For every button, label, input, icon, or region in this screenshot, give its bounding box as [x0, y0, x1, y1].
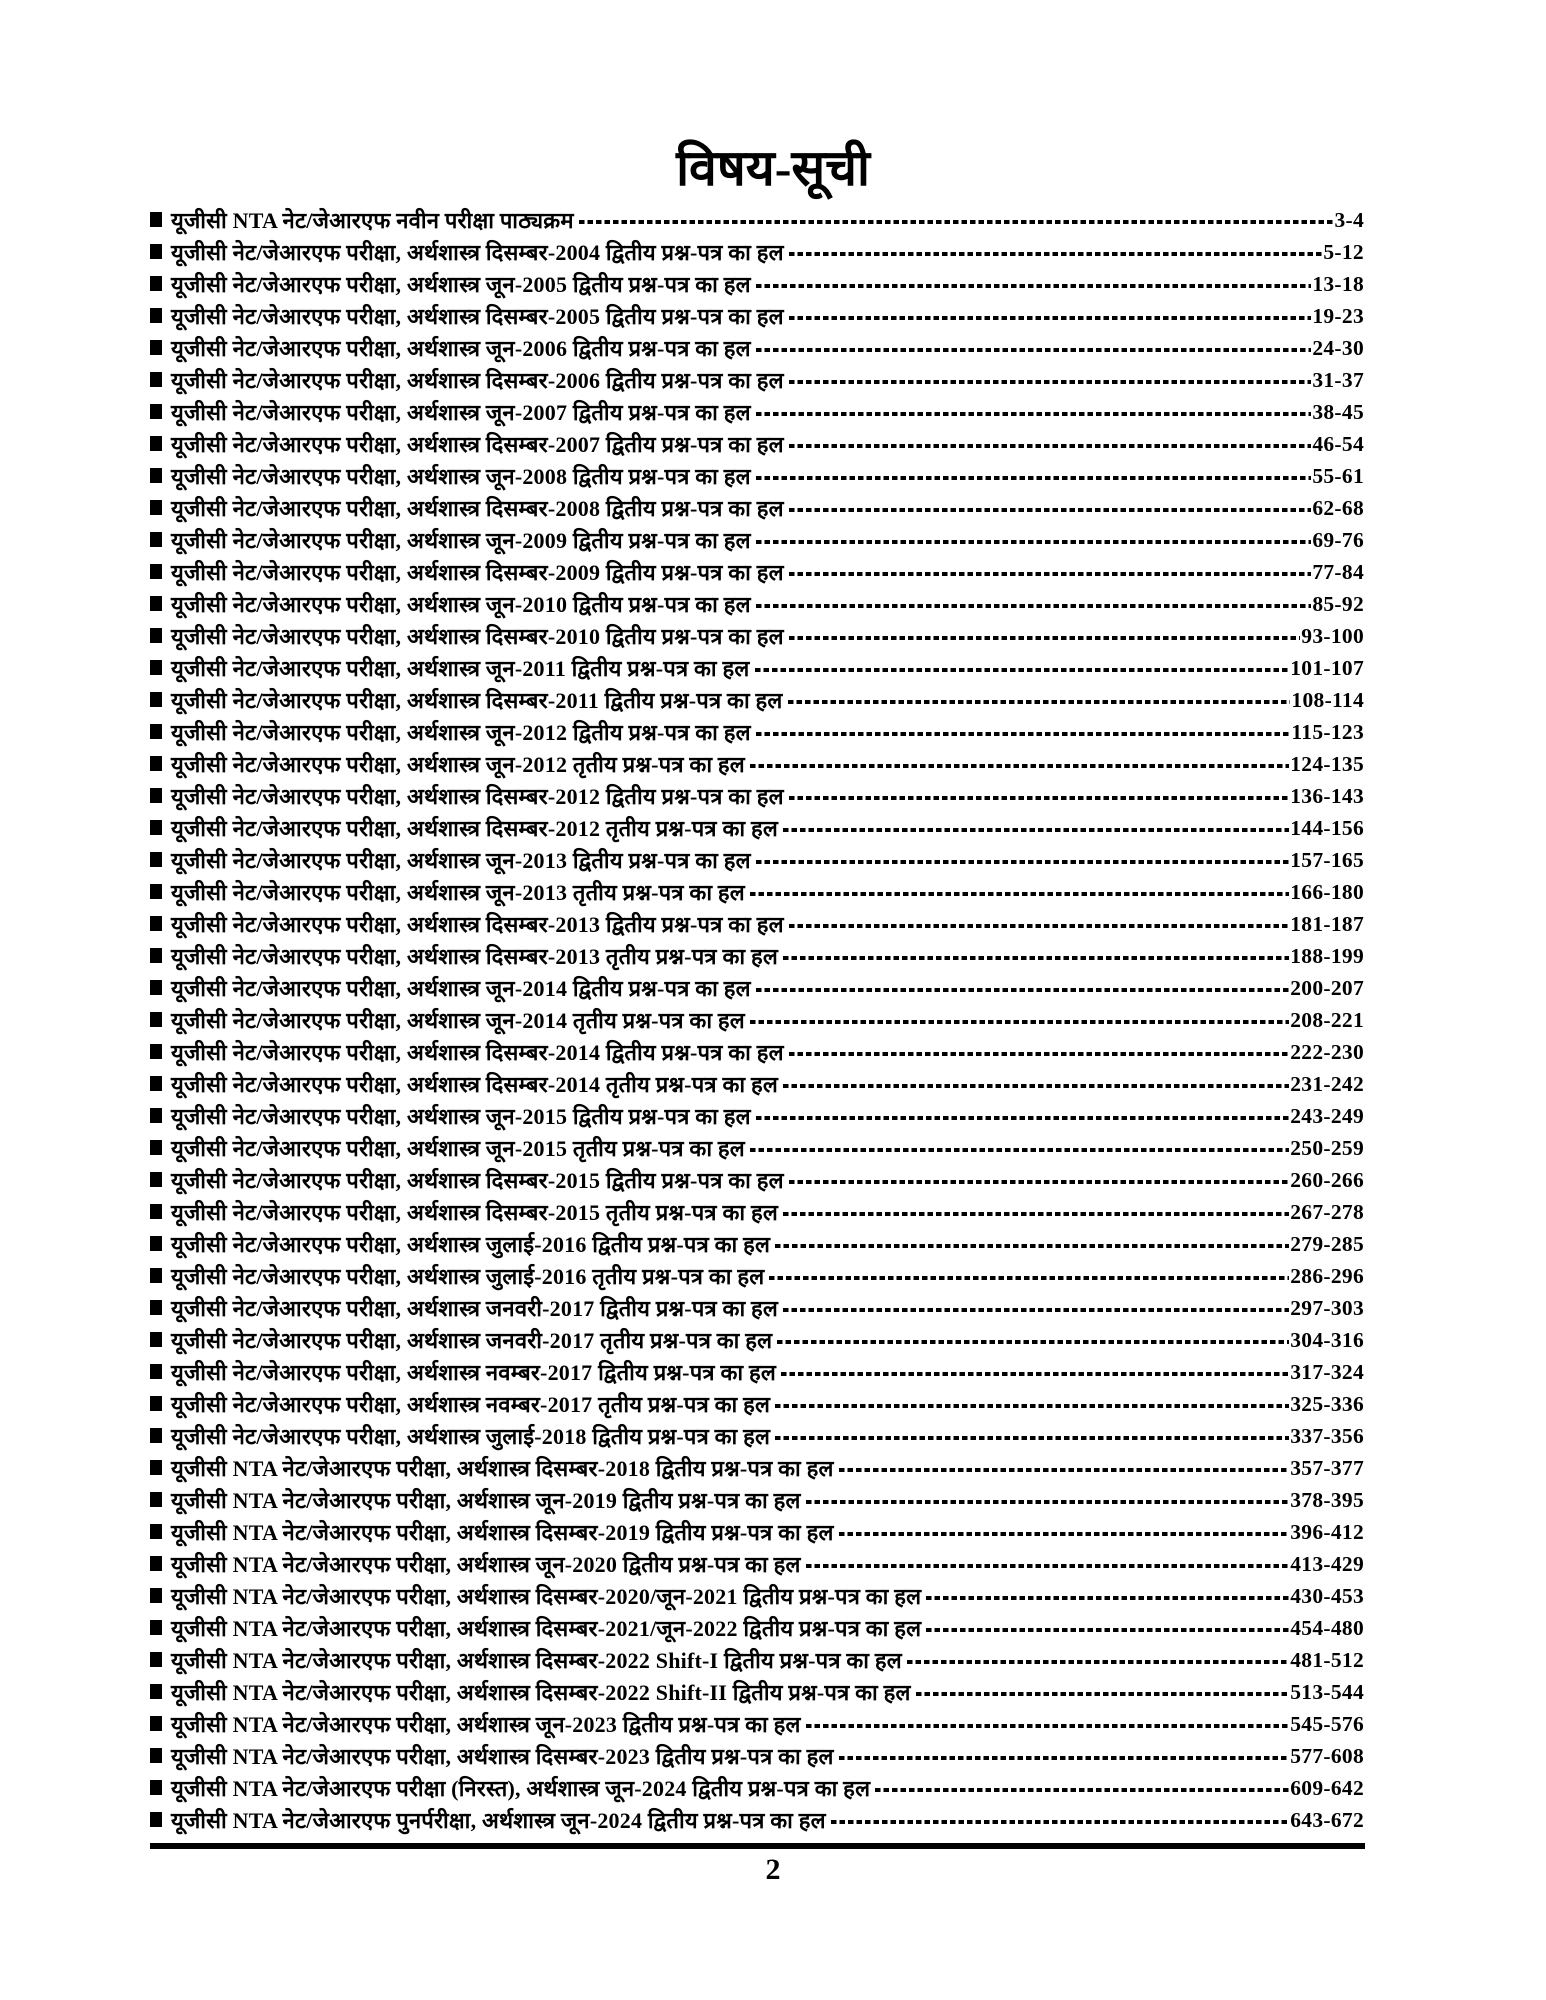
toc-entry-pages: 181-187: [1290, 911, 1364, 936]
bullet-square-icon: [150, 788, 162, 803]
bullet-square-icon: [150, 500, 162, 515]
toc-entry: [150, 1228, 1364, 1260]
toc-entry-label: यूजीसी NTA नेट/जेआरएफ परीक्षा, अर्थशास्त्र जून-2020 द्वितीय प्रश्न-पत्र का हल: [171, 1552, 801, 1577]
dash-leader: [839, 1756, 1290, 1760]
bullet-square-icon: [150, 372, 162, 387]
toc-entry-label: यूजीसी NTA नेट/जेआरएफ परीक्षा, अर्थशास्त्र दिसम्बर-2022 Shift-II द्वितीय प्रश्न-पत्र का हल: [171, 1680, 911, 1705]
toc-entry-label: यूजीसी NTA नेट/जेआरएफ परीक्षा, अर्थशास्त्र जून-2023 द्वितीय प्रश्न-पत्र का हल: [171, 1712, 801, 1737]
bullet-square-icon: [150, 1620, 162, 1635]
toc-entry: [150, 652, 1364, 684]
bullet-square-icon: [150, 948, 162, 963]
toc-entry: [150, 1708, 1364, 1740]
toc-entry-label: यूजीसी NTA नेट/जेआरएफ परीक्षा, अर्थशास्त्र दिसम्बर-2018 द्वितीय प्रश्न-पत्र का हल: [171, 1456, 834, 1481]
dash-leader: [839, 1468, 1290, 1472]
bullet-square-icon: [150, 1460, 162, 1475]
dash-leader: [775, 1244, 1289, 1248]
toc-entry: [150, 428, 1364, 460]
toc-entry-label: यूजीसी नेट/जेआरएफ परीक्षा, अर्थशास्त्र जून-2008 द्वितीय प्रश्न-पत्र का हल: [171, 464, 751, 489]
dash-leader: [806, 1564, 1290, 1568]
toc-entry-label: यूजीसी नेट/जेआरएफ परीक्षा, अर्थशास्त्र दिसम्बर-2014 तृतीय प्रश्न-पत्र का हल: [171, 1072, 778, 1097]
dash-leader: [756, 732, 1291, 736]
toc-entry: [150, 812, 1364, 844]
bullet-square-icon: [150, 1012, 162, 1027]
toc-entry-label: यूजीसी नेट/जेआरएफ परीक्षा, अर्थशास्त्र दिसम्बर-2009 द्वितीय प्रश्न-पत्र का हल: [171, 560, 784, 585]
bullet-square-icon: [150, 1396, 162, 1411]
toc-entry-label: यूजीसी नेट/जेआरएफ परीक्षा, अर्थशास्त्र जुलाई-2016 द्वितीय प्रश्न-पत्र का हल: [171, 1232, 771, 1257]
toc-entry-pages: 222-230: [1290, 1039, 1364, 1064]
toc-entry-pages: 297-303: [1290, 1295, 1364, 1320]
toc-entry-label: यूजीसी नेट/जेआरएफ परीक्षा, अर्थशास्त्र जून-2015 द्वितीय प्रश्न-पत्र का हल: [171, 1104, 751, 1129]
toc-entry-pages: 577-608: [1290, 1743, 1364, 1768]
toc-entry: [150, 204, 1364, 236]
toc-entry: [150, 780, 1364, 812]
bullet-square-icon: [150, 1716, 162, 1731]
bullet-square-icon: [150, 1300, 162, 1315]
bullet-square-icon: [150, 1812, 162, 1827]
toc-entry-pages: 19-23: [1312, 303, 1364, 328]
dash-leader: [831, 1820, 1290, 1824]
toc-entry-label: यूजीसी नेट/जेआरएफ परीक्षा, अर्थशास्त्र दिसम्बर-2004 द्वितीय प्रश्न-पत्र का हल: [171, 240, 784, 265]
bullet-square-icon: [150, 1588, 162, 1603]
toc-entry-pages: 136-143: [1290, 783, 1364, 808]
toc-entry: [150, 1644, 1364, 1676]
toc-entry-label: यूजीसी नेट/जेआरएफ परीक्षा, अर्थशास्त्र नवम्बर-2017 तृतीय प्रश्न-पत्र का हल: [171, 1392, 771, 1417]
toc-entry-label: यूजीसी नेट/जेआरएफ परीक्षा, अर्थशास्त्र दिसम्बर-2012 द्वितीय प्रश्न-पत्र का हल: [171, 784, 784, 809]
toc-entry-pages: 200-207: [1290, 975, 1364, 1000]
toc-entry-pages: 513-544: [1290, 1679, 1364, 1704]
dash-leader: [907, 1660, 1289, 1664]
bullet-square-icon: [150, 340, 162, 355]
toc-entry: [150, 1740, 1364, 1772]
toc-entry-label: यूजीसी नेट/जेआरएफ परीक्षा, अर्थशास्त्र जून-2009 द्वितीय प्रश्न-पत्र का हल: [171, 528, 751, 553]
toc-entry-label: यूजीसी नेट/जेआरएफ परीक्षा, अर्थशास्त्र जून-2013 द्वितीय प्रश्न-पत्र का हल: [171, 848, 751, 873]
toc-entry-label: यूजीसी नेट/जेआरएफ परीक्षा, अर्थशास्त्र दिसम्बर-2013 द्वितीय प्रश्न-पत्र का हल: [171, 912, 784, 937]
toc-entry: [150, 908, 1364, 940]
toc-entry: [150, 1772, 1364, 1804]
dash-leader: [781, 1372, 1289, 1376]
toc-entry-label: यूजीसी नेट/जेआरएफ परीक्षा, अर्थशास्त्र दिसम्बर-2013 तृतीय प्रश्न-पत्र का हल: [171, 944, 778, 969]
dash-leader: [806, 1724, 1290, 1728]
toc-entry: [150, 1676, 1364, 1708]
toc-entry-pages: 101-107: [1290, 655, 1364, 680]
dash-leader: [783, 1308, 1289, 1312]
toc-entry-pages: 454-480: [1290, 1615, 1364, 1640]
toc-entry-label: यूजीसी NTA नेट/जेआरएफ परीक्षा, अर्थशास्त्र दिसम्बर-2020/जून-2021 द्वितीय प्रश्न-पत्र का हल: [171, 1584, 922, 1609]
toc-entry: [150, 940, 1364, 972]
dash-leader: [750, 1148, 1289, 1152]
toc-entry-pages: 188-199: [1290, 943, 1364, 968]
toc-entry-label: यूजीसी नेट/जेआरएफ परीक्षा, अर्थशास्त्र दिसम्बर-2010 द्वितीय प्रश्न-पत्र का हल: [171, 624, 784, 649]
bullet-square-icon: [150, 532, 162, 547]
toc-entry: [150, 1100, 1364, 1132]
toc-entry-label: यूजीसी नेट/जेआरएफ परीक्षा, अर्थशास्त्र दिसम्बर-2005 द्वितीय प्रश्न-पत्र का हल: [171, 304, 784, 329]
toc-entry: [150, 620, 1364, 652]
toc-entry-label: यूजीसी NTA नेट/जेआरएफ पुनर्परीक्षा, अर्थशास्त्र जून-2024 द्वितीय प्रश्न-पत्र का हल: [171, 1808, 826, 1833]
toc-entry-pages: 24-30: [1312, 335, 1364, 360]
toc-entry: [150, 1420, 1364, 1452]
toc-entry-label: यूजीसी NTA नेट/जेआरएफ नवीन परीक्षा पाठ्यक्रम: [171, 208, 574, 233]
toc-entry-pages: 31-37: [1312, 367, 1364, 392]
toc-entry: [150, 1324, 1364, 1356]
toc-entry-label: यूजीसी NTA नेट/जेआरएफ परीक्षा (निरस्त), अर्थशास्त्र जून-2024 द्वितीय प्रश्न-पत्र का हल: [171, 1776, 871, 1801]
toc-entry-pages: 430-453: [1290, 1583, 1364, 1608]
toc-entry-label: यूजीसी नेट/जेआरएफ परीक्षा, अर्थशास्त्र दिसम्बर-2006 द्वितीय प्रश्न-पत्र का हल: [171, 368, 784, 393]
dash-leader: [769, 1276, 1289, 1280]
dash-leader: [926, 1628, 1289, 1632]
bullet-square-icon: [150, 916, 162, 931]
dash-leader: [926, 1596, 1289, 1600]
toc-entry-pages: 55-61: [1312, 463, 1364, 488]
bullet-square-icon: [150, 1524, 162, 1539]
toc-entry: [150, 844, 1364, 876]
toc-entry-pages: 13-18: [1312, 271, 1364, 296]
bullet-square-icon: [150, 1108, 162, 1123]
toc-entry-label: यूजीसी नेट/जेआरएफ परीक्षा, अर्थशास्त्र दिसम्बर-2008 द्वितीय प्रश्न-पत्र का हल: [171, 496, 784, 521]
toc-entry-pages: 93-100: [1301, 623, 1364, 648]
toc-entry-pages: 208-221: [1290, 1007, 1364, 1032]
toc-entry-label: यूजीसी नेट/जेआरएफ परीक्षा, अर्थशास्त्र जनवरी-2017 द्वितीय प्रश्न-पत्र का हल: [171, 1296, 779, 1321]
dash-leader: [783, 1084, 1289, 1088]
toc-entry: [150, 1804, 1364, 1836]
bullet-square-icon: [150, 1428, 162, 1443]
bullet-square-icon: [150, 628, 162, 643]
toc-entry-label: यूजीसी नेट/जेआरएफ परीक्षा, अर्थशास्त्र जून-2007 द्वितीय प्रश्न-पत्र का हल: [171, 400, 751, 425]
dash-leader: [789, 1180, 1289, 1184]
toc-entry-label: यूजीसी नेट/जेआरएफ परीक्षा, अर्थशास्त्र जून-2012 तृतीय प्रश्न-पत्र का हल: [171, 752, 745, 777]
toc-list: [0, 204, 1546, 1836]
dash-leader: [755, 668, 1290, 672]
dash-leader: [875, 1788, 1289, 1792]
toc-entry-label: यूजीसी नेट/जेआरएफ परीक्षा, अर्थशास्त्र जून-2013 तृतीय प्रश्न-पत्र का हल: [171, 880, 745, 905]
toc-entry: [150, 236, 1364, 268]
toc-entry: [150, 972, 1364, 1004]
toc-entry-pages: 643-672: [1290, 1807, 1364, 1832]
toc-entry: [150, 1068, 1364, 1100]
toc-entry: [150, 1164, 1364, 1196]
bullet-square-icon: [150, 1140, 162, 1155]
dash-leader: [775, 1436, 1289, 1440]
dash-leader: [756, 1116, 1290, 1120]
bullet-square-icon: [150, 596, 162, 611]
bullet-square-icon: [150, 724, 162, 739]
toc-entry-pages: 77-84: [1312, 559, 1364, 584]
toc-entry-pages: 357-377: [1290, 1455, 1364, 1480]
toc-entry-label: यूजीसी नेट/जेआरएफ परीक्षा, अर्थशास्त्र जून-2006 द्वितीय प्रश्न-पत्र का हल: [171, 336, 751, 361]
toc-entry: [150, 1484, 1364, 1516]
toc-entry-label: यूजीसी नेट/जेआरएफ परीक्षा, अर्थशास्त्र जून-2014 तृतीय प्रश्न-पत्र का हल: [171, 1008, 745, 1033]
dash-leader: [789, 796, 1289, 800]
toc-entry: [150, 300, 1364, 332]
bullet-square-icon: [150, 1268, 162, 1283]
toc-entry-pages: 286-296: [1290, 1263, 1364, 1288]
bullet-square-icon: [150, 1780, 162, 1795]
dash-leader: [783, 1212, 1289, 1216]
toc-entry-pages: 545-576: [1290, 1711, 1364, 1736]
toc-entry: [150, 1516, 1364, 1548]
dash-leader: [756, 540, 1312, 544]
bullet-square-icon: [150, 660, 162, 675]
toc-entry-label: यूजीसी नेट/जेआरएफ परीक्षा, अर्थशास्त्र जुलाई-2018 द्वितीय प्रश्न-पत्र का हल: [171, 1424, 771, 1449]
toc-entry-label: यूजीसी नेट/जेआरएफ परीक्षा, अर्थशास्त्र जुलाई-2016 तृतीय प्रश्न-पत्र का हल: [171, 1264, 765, 1289]
toc-entry: [150, 332, 1364, 364]
toc-entry: [150, 1548, 1364, 1580]
toc-entry-pages: 38-45: [1312, 399, 1364, 424]
toc-entry-label: यूजीसी नेट/जेआरएफ परीक्षा, अर्थशास्त्र जून-2015 तृतीय प्रश्न-पत्र का हल: [171, 1136, 745, 1161]
toc-entry-pages: 396-412: [1290, 1519, 1364, 1544]
toc-entry: [150, 588, 1364, 620]
dash-leader: [789, 924, 1289, 928]
toc-entry-pages: 62-68: [1312, 495, 1364, 520]
toc-entry-label: यूजीसी नेट/जेआरएफ परीक्षा, अर्थशास्त्र जनवरी-2017 तृतीय प्रश्न-पत्र का हल: [171, 1328, 773, 1353]
toc-entry: [150, 1452, 1364, 1484]
dash-leader: [756, 604, 1312, 608]
dash-leader: [777, 1340, 1289, 1344]
dash-leader: [756, 348, 1312, 352]
toc-entry: [150, 524, 1364, 556]
toc-entry: [150, 1036, 1364, 1068]
dash-leader: [839, 1532, 1290, 1536]
bullet-square-icon: [150, 852, 162, 867]
dash-leader: [788, 700, 1291, 704]
toc-entry: [150, 268, 1364, 300]
toc-entry-label: यूजीसी NTA नेट/जेआरएफ परीक्षा, अर्थशास्त्र दिसम्बर-2021/जून-2022 द्वितीय प्रश्न-पत्र का हल: [171, 1616, 922, 1641]
dash-leader: [756, 476, 1312, 480]
toc-entry-label: यूजीसी नेट/जेआरएफ परीक्षा, अर्थशास्त्र जून-2012 द्वितीय प्रश्न-पत्र का हल: [171, 720, 751, 745]
toc-entry-pages: 317-324: [1290, 1359, 1364, 1384]
dash-leader: [750, 1020, 1289, 1024]
toc-entry-pages: 279-285: [1290, 1231, 1364, 1256]
toc-entry: [150, 1196, 1364, 1228]
bullet-square-icon: [150, 308, 162, 323]
footer-page-number: 2: [765, 1853, 781, 1886]
toc-entry-pages: 260-266: [1290, 1167, 1364, 1192]
bullet-square-icon: [150, 1236, 162, 1251]
toc-entry-pages: 157-165: [1290, 847, 1364, 872]
toc-entry-pages: 144-156: [1290, 815, 1364, 840]
toc-entry-label: यूजीसी नेट/जेआरएफ परीक्षा, अर्थशास्त्र जून-2014 द्वितीय प्रश्न-पत्र का हल: [171, 976, 751, 1001]
toc-entry-label: यूजीसी NTA नेट/जेआरएफ परीक्षा, अर्थशास्त्र जून-2019 द्वितीय प्रश्न-पत्र का हल: [171, 1488, 801, 1513]
toc-entry-label: यूजीसी NTA नेट/जेआरएफ परीक्षा, अर्थशास्त्र दिसम्बर-2023 द्वितीय प्रश्न-पत्र का हल: [171, 1744, 834, 1769]
toc-entry-label: यूजीसी नेट/जेआरएफ परीक्षा, अर्थशास्त्र दिसम्बर-2012 तृतीय प्रश्न-पत्र का हल: [171, 816, 778, 841]
bullet-square-icon: [150, 404, 162, 419]
toc-entry-pages: 267-278: [1290, 1199, 1364, 1224]
dash-leader: [756, 412, 1312, 416]
toc-entry-pages: 231-242: [1290, 1071, 1364, 1096]
toc-entry: [150, 1356, 1364, 1388]
bullet-square-icon: [150, 1044, 162, 1059]
toc-entry-pages: 3-4: [1334, 207, 1364, 232]
dash-leader: [756, 860, 1290, 864]
toc-entry-pages: 378-395: [1290, 1487, 1364, 1512]
toc-entry-pages: 413-429: [1290, 1551, 1364, 1576]
toc-entry: [150, 556, 1364, 588]
bullet-square-icon: [150, 1076, 162, 1091]
toc-entry: [150, 1260, 1364, 1292]
toc-entry-pages: 337-356: [1290, 1423, 1364, 1448]
bullet-square-icon: [150, 884, 162, 899]
bullet-square-icon: [150, 436, 162, 451]
dash-leader: [789, 572, 1312, 576]
toc-entry-pages: 166-180: [1290, 879, 1364, 904]
toc-entry: [150, 716, 1364, 748]
toc-entry: [150, 492, 1364, 524]
dash-leader: [783, 956, 1289, 960]
toc-entry-label: यूजीसी नेट/जेआरएफ परीक्षा, अर्थशास्त्र दिसम्बर-2015 द्वितीय प्रश्न-पत्र का हल: [171, 1168, 784, 1193]
dash-leader: [789, 444, 1312, 448]
dash-leader: [750, 764, 1289, 768]
bullet-square-icon: [150, 468, 162, 483]
bullet-square-icon: [150, 820, 162, 835]
toc-entry-label: यूजीसी नेट/जेआरएफ परीक्षा, अर्थशास्त्र दिसम्बर-2007 द्वितीय प्रश्न-पत्र का हल: [171, 432, 784, 457]
bullet-square-icon: [150, 1652, 162, 1667]
footer-divider: [150, 1843, 1365, 1849]
dash-leader: [789, 380, 1312, 384]
dash-leader: [789, 508, 1312, 512]
toc-entry-pages: 243-249: [1290, 1103, 1364, 1128]
dash-leader: [789, 636, 1301, 640]
toc-entry: [150, 1004, 1364, 1036]
dash-leader: [806, 1500, 1290, 1504]
toc-entry-pages: 609-642: [1290, 1775, 1364, 1800]
bullet-square-icon: [150, 692, 162, 707]
toc-entry: [150, 748, 1364, 780]
dash-leader: [756, 988, 1290, 992]
dash-leader: [789, 316, 1312, 320]
toc-entry-label: यूजीसी नेट/जेआरएफ परीक्षा, अर्थशास्त्र जून-2010 द्वितीय प्रश्न-पत्र का हल: [171, 592, 751, 617]
toc-entry-pages: 250-259: [1290, 1135, 1364, 1160]
toc-entry-pages: 5-12: [1323, 239, 1364, 264]
toc-entry: [150, 684, 1364, 716]
bullet-square-icon: [150, 1172, 162, 1187]
dash-leader: [775, 1404, 1289, 1408]
toc-entry-label: यूजीसी नेट/जेआरएफ परीक्षा, अर्थशास्त्र दिसम्बर-2014 द्वितीय प्रश्न-पत्र का हल: [171, 1040, 784, 1065]
toc-entry: [150, 1612, 1364, 1644]
toc-entry: [150, 876, 1364, 908]
toc-entry: [150, 1388, 1364, 1420]
bullet-square-icon: [150, 980, 162, 995]
bullet-square-icon: [150, 1204, 162, 1219]
toc-entry-pages: 85-92: [1312, 591, 1364, 616]
toc-entry-pages: 46-54: [1312, 431, 1364, 456]
toc-entry-label: यूजीसी नेट/जेआरएफ परीक्षा, अर्थशास्त्र जून-2011 द्वितीय प्रश्न-पत्र का हल: [171, 656, 750, 681]
bullet-square-icon: [150, 1364, 162, 1379]
dash-leader: [916, 1692, 1290, 1696]
toc-entry-label: यूजीसी नेट/जेआरएफ परीक्षा, अर्थशास्त्र जून-2005 द्वितीय प्रश्न-पत्र का हल: [171, 272, 751, 297]
toc-entry-pages: 108-114: [1291, 687, 1364, 712]
toc-entry-pages: 304-316: [1290, 1327, 1364, 1352]
bullet-square-icon: [150, 1748, 162, 1763]
toc-entry: [150, 1292, 1364, 1324]
bullet-square-icon: [150, 276, 162, 291]
toc-entry-pages: 481-512: [1290, 1647, 1364, 1672]
toc-entry-pages: 124-135: [1290, 751, 1364, 776]
bullet-square-icon: [150, 212, 162, 227]
toc-entry-pages: 325-336: [1290, 1391, 1364, 1416]
dash-leader: [789, 252, 1323, 256]
dash-leader: [783, 828, 1289, 832]
toc-entry-label: यूजीसी नेट/जेआरएफ परीक्षा, अर्थशास्त्र दिसम्बर-2015 तृतीय प्रश्न-पत्र का हल: [171, 1200, 778, 1225]
bullet-square-icon: [150, 756, 162, 771]
bullet-square-icon: [150, 1556, 162, 1571]
bullet-square-icon: [150, 1492, 162, 1507]
dash-leader: [789, 1052, 1289, 1056]
page-title: विषय-सूची: [676, 140, 870, 196]
dash-leader: [756, 284, 1312, 288]
toc-entry: [150, 364, 1364, 396]
toc-entry-label: यूजीसी NTA नेट/जेआरएफ परीक्षा, अर्थशास्त्र दिसम्बर-2019 द्वितीय प्रश्न-पत्र का हल: [171, 1520, 834, 1545]
toc-entry: [150, 460, 1364, 492]
bullet-square-icon: [150, 1684, 162, 1699]
toc-entry: [150, 1580, 1364, 1612]
toc-entry-pages: 115-123: [1291, 719, 1364, 744]
bullet-square-icon: [150, 244, 162, 259]
toc-entry-label: यूजीसी NTA नेट/जेआरएफ परीक्षा, अर्थशास्त्र दिसम्बर-2022 Shift-I द्वितीय प्रश्न-पत्र का हल: [171, 1648, 902, 1673]
bullet-square-icon: [150, 564, 162, 579]
toc-entry-pages: 69-76: [1312, 527, 1364, 552]
toc-entry: [150, 1132, 1364, 1164]
dash-leader: [579, 220, 1334, 224]
toc-entry-label: यूजीसी नेट/जेआरएफ परीक्षा, अर्थशास्त्र दिसम्बर-2011 द्वितीय प्रश्न-पत्र का हल: [171, 688, 783, 713]
bullet-square-icon: [150, 1332, 162, 1347]
toc-entry: [150, 396, 1364, 428]
toc-entry-label: यूजीसी नेट/जेआरएफ परीक्षा, अर्थशास्त्र नवम्बर-2017 द्वितीय प्रश्न-पत्र का हल: [171, 1360, 776, 1385]
dash-leader: [750, 892, 1289, 896]
